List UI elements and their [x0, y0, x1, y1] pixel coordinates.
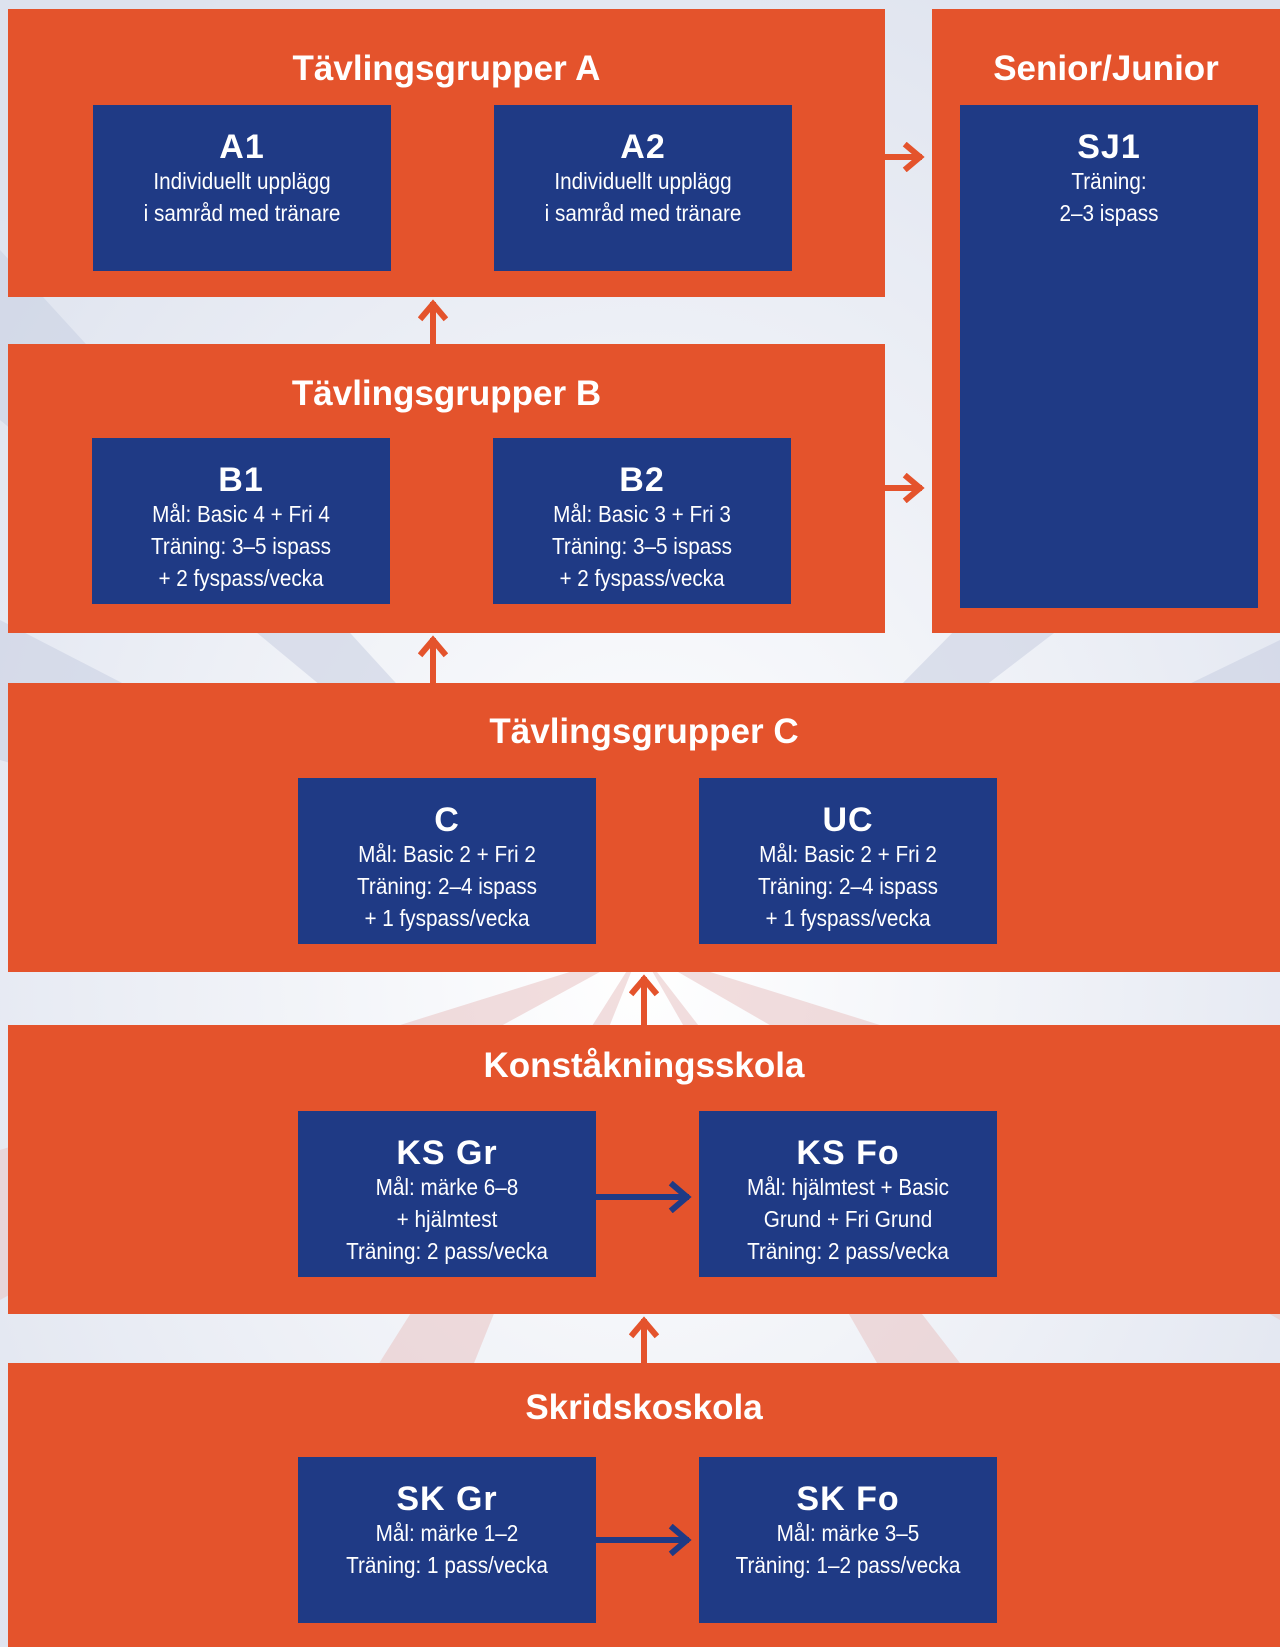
group-detail: Mål: märke 6–8 [375, 1174, 519, 1200]
group-code: KS Fo [796, 1134, 900, 1172]
group-code: A1 [219, 128, 265, 166]
group-detail: + 2 fyspass/vecka [559, 565, 725, 591]
group-detail: Mål: märke 3–5 [776, 1520, 920, 1546]
arrow-right-a-to-sj [885, 142, 925, 172]
section-title: Skridskoskola [525, 1388, 763, 1427]
section-title: Tävlingsgrupper C [489, 712, 799, 751]
group-detail: i samråd med tränare [143, 200, 341, 226]
group-detail: Mål: Basic 2 + Fri 2 [759, 841, 937, 867]
section-tavlingsgrupper-a [8, 9, 885, 297]
group-card-b1 [92, 438, 390, 604]
arrow-right-b-to-sj [885, 473, 925, 503]
group-card-sk-fo [699, 1457, 997, 1623]
arrow-right-sk-gr-to-sk-fo [596, 1524, 694, 1556]
group-detail: Träning: 3–5 ispass [151, 533, 331, 559]
group-detail: Mål: märke 1–2 [375, 1520, 519, 1546]
section-title: Senior/Junior [993, 49, 1219, 88]
group-detail: Träning: [1071, 168, 1147, 194]
group-code: B2 [619, 461, 665, 499]
group-detail: Träning: 2–4 ispass [357, 873, 537, 899]
group-card-ks-fo [699, 1111, 997, 1277]
section-senior-junior [932, 9, 1280, 633]
group-detail: Individuellt upplägg [153, 168, 331, 194]
section-tavlingsgrupper-b [8, 344, 885, 633]
group-code: SJ1 [1077, 128, 1141, 166]
group-detail: Mål: Basic 3 + Fri 3 [553, 501, 731, 527]
group-detail: 2–3 ispass [1059, 200, 1159, 226]
group-detail: Individuellt upplägg [554, 168, 732, 194]
group-detail: Träning: 2–4 ispass [758, 873, 938, 899]
section-skridskoskola [8, 1363, 1280, 1647]
arrow-right-ks-gr-to-ks-fo [596, 1181, 694, 1213]
group-detail: + hjälmtest [396, 1206, 498, 1232]
group-detail: Mål: Basic 2 + Fri 2 [358, 841, 536, 867]
arrow-up-c-to-b [418, 633, 448, 683]
group-detail: Träning: 1 pass/vecka [346, 1552, 548, 1578]
group-card-a2 [494, 105, 792, 271]
group-detail: Mål: Basic 4 + Fri 4 [152, 501, 330, 527]
group-detail: Grund + Fri Grund [763, 1206, 933, 1232]
arrow-up-sk-to-ks [629, 1314, 659, 1363]
group-code: C [434, 801, 460, 839]
group-card-sk-gr [298, 1457, 596, 1623]
group-card-c [298, 778, 596, 944]
group-code: KS Gr [396, 1134, 498, 1172]
group-card-uc [699, 778, 997, 944]
group-detail: Träning: 2 pass/vecka [346, 1238, 548, 1264]
group-detail: Träning: 2 pass/vecka [747, 1238, 949, 1264]
group-detail: + 2 fyspass/vecka [158, 565, 324, 591]
group-card-a1 [93, 105, 391, 271]
group-card-ks-gr [298, 1111, 596, 1277]
group-card-b2 [493, 438, 791, 604]
group-card-sj1 [960, 105, 1258, 608]
group-code: A2 [620, 128, 666, 166]
group-detail: Träning: 3–5 ispass [552, 533, 732, 559]
arrow-up-ks-to-c [629, 972, 659, 1025]
group-detail: + 1 fyspass/vecka [364, 905, 530, 931]
group-code: B1 [218, 461, 264, 499]
section-title: Tävlingsgrupper A [292, 49, 601, 88]
group-detail: i samråd med tränare [544, 200, 742, 226]
arrow-up-b-to-a [418, 297, 448, 344]
group-detail: Mål: hjälmtest + Basic [747, 1174, 949, 1200]
section-tavlingsgrupper-c [8, 683, 1280, 972]
section-konstakningsskola [8, 1025, 1280, 1314]
section-title: Tävlingsgrupper B [291, 374, 602, 413]
group-code: UC [822, 801, 874, 839]
group-code: SK Gr [396, 1480, 498, 1518]
group-detail: + 1 fyspass/vecka [765, 905, 931, 931]
section-title: Konståkningsskola [483, 1046, 805, 1085]
group-detail: Träning: 1–2 pass/vecka [735, 1552, 961, 1578]
group-code: SK Fo [796, 1480, 900, 1518]
